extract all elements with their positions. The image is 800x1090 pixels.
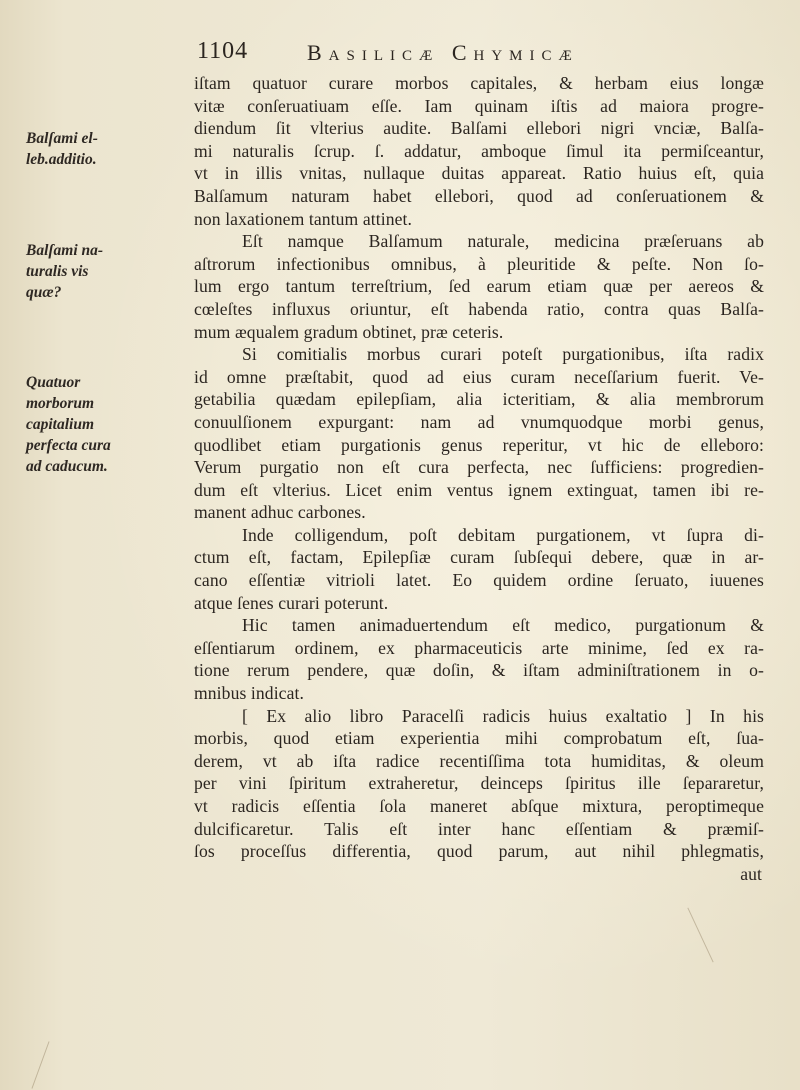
text-line: lum ergo tantum terreſtrium, ſed earum etiam quæ per aereos &	[194, 276, 764, 297]
text-line: mi naturalis ſcrup. ſ. addatur, amboque ſimul ita permiſceantur,	[194, 140, 764, 161]
margin-note-line: capitalium	[26, 416, 95, 433]
text-line: iſtam quatuor curare morbos capitales, & herbam eius longæ	[194, 73, 764, 93]
text-line: non laxationem tantum attinet.	[194, 208, 412, 229]
margin-note-natural-balsam	[26, 240, 186, 303]
text-line: mum æqualem gradum obtinet, præ ceteris.	[194, 321, 504, 342]
text-line: morbis, quod etiam experientia mihi comprobatum eſt, ſua-	[194, 728, 764, 749]
text-line: dum eſt vlterius. Licet enim ventus ignem extinguat, tamen ibi re-	[194, 479, 764, 500]
margin-note-line: leb.additio.	[26, 151, 97, 168]
text-line: quodlibet etiam purgationis genus reperitur, vt hic de elleboro:	[194, 434, 764, 455]
text-line: atque ſenes curari poterunt.	[194, 592, 389, 613]
text-line: dulcificaretur. Talis eſt inter hanc eſſentiam & præmiſ-	[194, 818, 764, 839]
paper-mark	[687, 908, 713, 963]
text-line: vt radicis eſſentia ſola maneret abſque mixtura, peroptimeque	[194, 796, 764, 816]
text-line: conuulſionem expurgant: nam ad vnumquodque morbi genus,	[194, 411, 764, 432]
text-line: manent adhuc carbones.	[194, 502, 366, 523]
text-line: vitæ conſeruatiuam eſſe. Iam quinam iſtis ad maiora progre-	[194, 95, 764, 116]
running-title: Basilicæ Chymicæ	[307, 40, 579, 65]
text-line: cœleſtes influxus oriuntur, eſt habenda ratio, contra quas Balſa-	[194, 298, 764, 319]
page-header	[197, 38, 697, 68]
text-line: vt in illis vnitas, nullaque duitas appareat. Ratio huius eſt, quia	[194, 163, 764, 184]
text-line: tione rerum pendere, quæ doſin, & iſtam adminiſtrationem in o-	[194, 660, 764, 681]
text-line: Hic tamen animaduertendum eſt medico, purgationum &	[242, 615, 764, 636]
margin-note-line: Balſami na-	[26, 242, 104, 259]
text-line: getabilia quædam epilepſiam, alia icteritiam, & alia membrorum	[194, 389, 764, 410]
text-line: aſtrorum infectionibus omnibus, à pleuritide & peſte. Non ſo-	[194, 253, 764, 274]
text-line: Eſt namque Balſamum naturale, medicina præſeruans ab	[242, 231, 764, 252]
catchword: aut	[740, 863, 762, 884]
text-line: per vini ſpiritum extraheretur, deinceps ſpiritus ille ſepararetur,	[194, 773, 764, 794]
margin-note-line: Quatuor	[26, 374, 81, 391]
text-line: Verum purgatio non eſt cura perfecta, nec ſufficiens: progredien-	[194, 457, 764, 478]
margin-note-four-diseases	[26, 372, 186, 477]
margin-note-line: perfecta cura	[26, 437, 111, 454]
margin-note-line: morborum	[26, 395, 95, 412]
paper-mark	[31, 1041, 49, 1088]
text-line: cano eſſentiæ vitrioli latet. Eo quidem ordine ſeruato, iuuenes	[194, 570, 764, 591]
text-line: ſos proceſſus differentia, quod parum, aut nihil phlegmatis,	[194, 841, 764, 862]
margin-note-line: ad caducum.	[26, 458, 108, 475]
page-number: 1104	[197, 38, 249, 64]
text-line: eſſentiarum ordinem, ex pharmaceuticis arte minime, ſed ex ra-	[194, 637, 764, 658]
margin-note-balsam-addition	[26, 128, 186, 170]
text-line: ctum eſt, factam, Epilepſiæ curam ſubſequi debere, quæ in ar-	[194, 547, 764, 568]
text-line: [ Ex alio libro Paracelſi radicis huius exaltatio ] In his	[242, 705, 764, 726]
text-line: Balſamum naturam habet ellebori, quod ad conſeruationem &	[194, 185, 764, 206]
text-line: mnibus indicat.	[194, 683, 304, 704]
margin-note-line: Balſami el-	[26, 130, 98, 147]
text-line: Si comitialis morbus curari poteſt purgationibus, iſta radix	[242, 344, 764, 365]
text-line: diendum ſit vlterius audite. Balſami ellebori nigri vnciæ, Balſa-	[194, 118, 764, 139]
text-line: id omne præſtabit, quod ad eius curam neceſſarium fuerit. Ve-	[194, 366, 764, 387]
body-text	[194, 72, 764, 885]
margin-note-line: quæ?	[26, 284, 62, 301]
margin-note-line: turalis vis	[26, 263, 89, 280]
text-line: Inde colligendum, poſt debitam purgationem, vt ſupra di-	[242, 524, 764, 545]
text-line: derem, vt ab iſta radice recentiſſima tota humiditas, & oleum	[194, 750, 764, 771]
